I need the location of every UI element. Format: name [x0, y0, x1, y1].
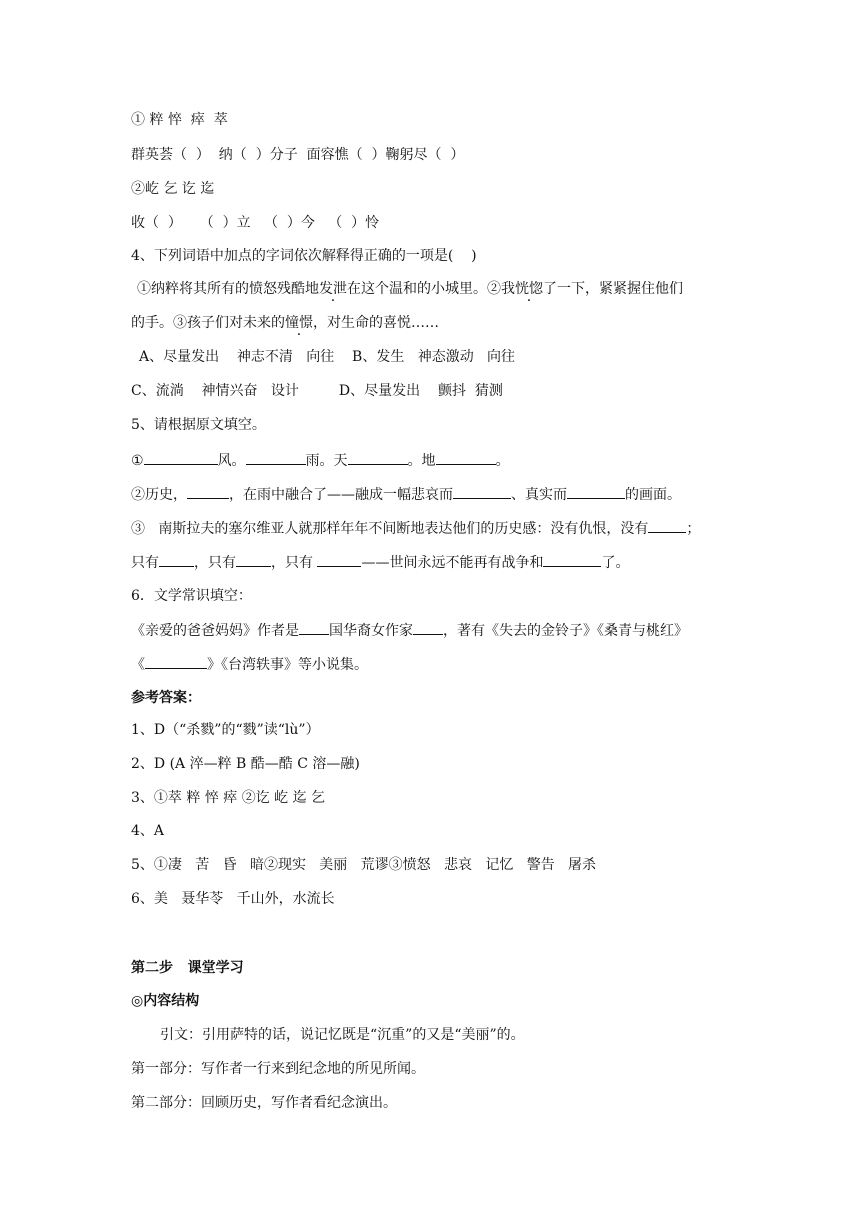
structure-intro: 引文：引用萨特的话，说记忆既是“沉重”的又是“美丽”的。	[160, 1027, 525, 1043]
dotted-word: 发泄	[319, 281, 347, 297]
q6-line1	[131, 620, 688, 641]
answer-item: 3、①萃 粹 悴 瘁 ②讫 屹 迄 乞	[131, 790, 326, 806]
fill-blank	[144, 450, 218, 465]
q5-line4	[131, 552, 629, 573]
blank-prefix: ①	[131, 453, 144, 469]
q5-line3	[131, 518, 700, 539]
blank-text: 》《台湾轶事》等小说集。	[207, 657, 368, 673]
fill-blank	[246, 450, 306, 465]
fill-blank	[543, 552, 601, 567]
blank-text: ，只有	[271, 555, 318, 571]
section-subheading: ◎内容结构	[131, 993, 200, 1009]
blank-text: ③ 南斯拉夫的塞尔维亚人就那样年年不间断地表达他们的历史感：没有仇恨，没有	[131, 521, 649, 537]
q4-passage-line1	[137, 279, 683, 299]
fill-blank	[648, 518, 686, 533]
answer-item: 5、①凄 苦 昏 暗②现实 美丽 荒谬③愤怒 悲哀 记忆 警告 屠杀	[131, 857, 597, 873]
blank-text: ，著有《失去的金铃子》《桑青与桃红》	[443, 623, 688, 639]
structure-part1: 第一部分：写作者一行来到纪念地的所见所闻。	[131, 1061, 425, 1077]
q4-stem: 4、下列词语中加点的字词依次解释得正确的一项是( )	[131, 248, 477, 264]
fill-blank	[413, 620, 443, 635]
blank-text: ；	[686, 521, 701, 537]
q3-group2-words: 收（ ） （ ）立 （ ）今 （ ）怜	[131, 215, 380, 231]
fill-blank	[299, 620, 329, 635]
q3-group2-chars: ②屹 乞 讫 迄	[131, 181, 215, 197]
blank-text: 只有	[131, 555, 159, 571]
fill-blank	[159, 552, 194, 567]
blank-text: 国华裔女作家	[329, 623, 413, 639]
blank-text: 。	[495, 453, 510, 469]
fill-blank	[348, 450, 408, 465]
answer-item: 4、A	[131, 823, 165, 839]
q3-group1-chars: ① 粹 悴 瘁 萃	[131, 112, 228, 128]
dotted-word: 恍惚	[515, 281, 543, 297]
fill-blank	[436, 450, 496, 465]
q3-group1-words: 群英荟（ ） 纳（ ）分子 面容憔（ ）鞠躬尽（ ）	[131, 147, 465, 163]
fill-blank	[453, 484, 511, 499]
blank-text: 、真实而	[511, 487, 567, 503]
blank-text: 《亲爱的爸爸妈妈》作者是	[131, 623, 299, 639]
q6-stem: 6．文学常识填空：	[131, 588, 252, 604]
answer-item: 6、美 聂华苓 千山外，水流长	[131, 891, 335, 907]
q4-passage-text: ，对生命的喜悦……	[313, 315, 439, 331]
fill-blank	[187, 484, 229, 499]
q4-passage-text: ①纳粹将其所有的愤怒残酷地	[137, 281, 319, 297]
blank-text: 。地	[407, 453, 436, 469]
q4-passage-text: 的手。③孩子们对未来的	[131, 315, 285, 331]
q5-line2	[131, 484, 681, 505]
blank-text: 的画面。	[625, 487, 681, 503]
answers-heading: 参考答案：	[131, 690, 201, 706]
answer-item: 2、D (A 淬—粹 B 酷—酷 C 溶—融)	[131, 756, 360, 772]
blank-text: 了。	[601, 555, 630, 571]
blank-text: 风。	[217, 453, 246, 469]
q4-options-ab: A、尽量发出 神志不清 向往 B、发生 神态激动 向往	[139, 349, 516, 365]
blank-text: 《	[131, 657, 145, 673]
fill-blank	[236, 552, 271, 567]
blank-text: ，只有	[194, 555, 236, 571]
blank-text: ——世间永远不能再有战争和	[361, 555, 544, 571]
blank-text: ，在雨中融合了——融成一幅悲哀而	[229, 487, 453, 503]
structure-part2: 第二部分：回顾历史，写作者看纪念演出。	[131, 1095, 397, 1111]
q4-passage-line2	[131, 313, 439, 333]
fill-blank	[317, 552, 361, 567]
q5-line1	[131, 450, 510, 471]
q4-passage-text: 了一下，紧紧握住他们	[543, 281, 683, 297]
blank-text: 雨。天	[305, 453, 348, 469]
q6-line2	[131, 654, 368, 675]
dotted-word: 憧憬	[285, 315, 313, 331]
section-heading: 第二步 课堂学习	[131, 960, 244, 976]
q5-stem: 5、请根据原文填空。	[131, 417, 266, 433]
q4-passage-text: 在这个温和的小城里。②我	[347, 281, 515, 297]
fill-blank	[567, 484, 625, 499]
blank-text: ②历史，	[131, 487, 187, 503]
answer-item: 1、D（“杀戮”的“戮”读“lù”）	[131, 722, 320, 738]
fill-blank	[145, 654, 207, 669]
q4-options-cd: C、流淌 神情兴奋 设计 D、尽量发出 颤抖 猜测	[131, 383, 503, 399]
